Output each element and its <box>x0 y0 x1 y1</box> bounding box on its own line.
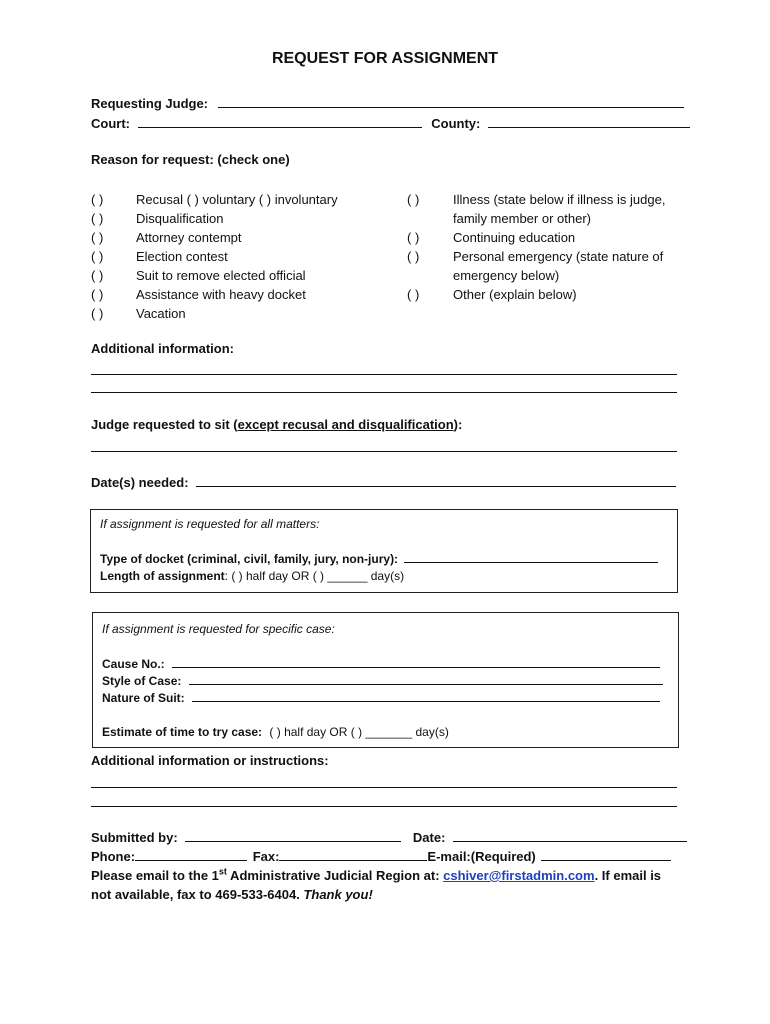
reason-item <box>407 209 665 228</box>
cause-no-row <box>102 655 660 672</box>
footer-line1-prefix: Please email to the 1 <box>91 868 219 883</box>
reason-checkbox[interactable]: ( ) <box>91 230 104 245</box>
footer-line-1 <box>91 868 661 884</box>
specific-case-heading: If assignment is requested for specific case: <box>102 622 335 636</box>
email-label: E-mail:(Required) <box>427 849 536 864</box>
contact-row <box>91 848 671 865</box>
length-row <box>100 568 404 584</box>
nature-label: Nature of Suit: <box>102 691 185 705</box>
reason-item <box>407 285 665 304</box>
fax-field[interactable] <box>279 848 427 861</box>
requesting-judge-label: Requesting Judge: <box>91 96 209 111</box>
reason-item <box>407 266 665 285</box>
submitted-row <box>91 829 687 846</box>
reason-label: Disqualification <box>136 211 224 226</box>
reason-checkbox[interactable]: ( ) <box>91 211 104 226</box>
cause-no-label: Cause No.: <box>102 657 165 671</box>
reason-heading: Reason for request: (check one) <box>91 152 290 167</box>
reason-label: Election contest <box>136 249 228 264</box>
reason-checkbox[interactable]: ( ) <box>91 306 104 321</box>
judge-sit-exception: except recusal and disqualification <box>237 417 454 432</box>
reason-checkbox[interactable]: ( ) <box>407 287 420 302</box>
reason-checkbox[interactable]: ( ) <box>407 249 420 264</box>
submitted-by-label: Submitted by: <box>91 830 178 845</box>
reason-label: Suit to remove elected official <box>136 268 306 283</box>
reason-label-continued: emergency below) <box>453 268 560 283</box>
reason-checkbox[interactable]: ( ) <box>91 287 104 302</box>
additional-instructions-line-2[interactable] <box>91 806 677 807</box>
reason-checkbox[interactable]: ( ) <box>91 249 104 264</box>
reasons-right-list <box>407 190 665 304</box>
reason-checkbox[interactable]: ( ) <box>407 230 420 245</box>
additional-instructions-line-1[interactable] <box>91 787 677 788</box>
additional-info-label: Additional information: <box>91 341 234 356</box>
reason-checkbox[interactable]: ( ) <box>407 192 420 207</box>
reason-label: Assistance with heavy docket <box>136 287 306 302</box>
estimate-label: Estimate of time to try case: <box>102 725 263 739</box>
length-options[interactable]: : ( ) half day OR ( ) ______ day(s) <box>224 569 405 583</box>
submitted-by-field[interactable] <box>185 829 401 842</box>
docket-type-label: Type of docket (criminal, civil, family, jury, non-jury): <box>100 552 399 566</box>
nature-row <box>102 689 660 706</box>
dates-needed-field[interactable] <box>196 474 676 487</box>
court-county-row <box>91 115 690 132</box>
reason-label: Personal emergency (state nature of <box>453 249 664 264</box>
reason-label-continued: family member or other) <box>453 211 591 226</box>
reason-item <box>407 190 665 209</box>
estimate-row <box>102 724 449 740</box>
all-matters-heading: If assignment is requested for all matters: <box>100 517 320 531</box>
reason-item <box>91 285 338 304</box>
reason-item <box>407 247 665 266</box>
reason-item <box>91 228 338 247</box>
nature-field[interactable] <box>192 689 660 702</box>
judge-sit-label <box>91 417 462 433</box>
footer-line1-mid: Administrative Judicial Region at: <box>226 868 444 883</box>
footer-line2-prefix: not available, fax to 469-533-6404. <box>91 887 304 902</box>
docket-type-field[interactable] <box>404 550 658 563</box>
style-field[interactable] <box>189 672 663 685</box>
footer-email-link[interactable]: cshiver@firstadmin.com <box>443 868 595 883</box>
footer-thank-you: Thank you! <box>303 887 373 902</box>
judge-sit-prefix: Judge requested to sit ( <box>91 417 238 432</box>
reason-label: Recusal ( ) voluntary ( ) involuntary <box>136 192 338 207</box>
phone-field[interactable] <box>135 848 247 861</box>
footer-line1-suffix: . If email is <box>594 868 662 883</box>
reasons-left-list <box>91 190 338 323</box>
cause-no-field[interactable] <box>172 655 660 668</box>
length-label: Length of assignment <box>100 569 225 583</box>
county-field[interactable] <box>488 115 690 128</box>
court-field[interactable] <box>138 115 422 128</box>
style-label: Style of Case: <box>102 674 182 688</box>
reason-label: Continuing education <box>453 230 576 245</box>
reason-label: Other (explain below) <box>453 287 577 302</box>
email-field[interactable] <box>541 848 671 861</box>
additional-info-line-2[interactable] <box>91 392 677 393</box>
judge-sit-suffix: ): <box>453 417 463 432</box>
footer-line-2 <box>91 887 373 903</box>
additional-instructions-label: Additional information or instructions: <box>91 753 329 768</box>
reason-checkbox[interactable]: ( ) <box>91 192 104 207</box>
date-label: Date: <box>412 830 446 845</box>
reason-item <box>91 209 338 228</box>
requesting-judge-field[interactable] <box>218 95 684 108</box>
reason-item <box>91 190 338 209</box>
fax-label: Fax: <box>252 849 280 864</box>
reason-item <box>91 266 338 285</box>
reason-label: Illness (state below if illness is judge, <box>453 192 666 207</box>
dates-needed-row <box>91 474 676 491</box>
reason-item <box>91 304 338 323</box>
dates-needed-label: Date(s) needed: <box>91 475 189 490</box>
reason-label: Attorney contempt <box>136 230 242 245</box>
reason-item <box>91 247 338 266</box>
page-title: REQUEST FOR ASSIGNMENT <box>271 50 499 67</box>
estimate-options[interactable]: ( ) half day OR ( ) _______ day(s) <box>269 725 449 739</box>
docket-type-row <box>100 550 658 567</box>
date-field[interactable] <box>453 829 687 842</box>
style-row <box>102 672 663 689</box>
reason-checkbox[interactable]: ( ) <box>91 268 104 283</box>
court-label: Court: <box>91 116 130 131</box>
requesting-judge-row <box>91 95 684 112</box>
county-label: County: <box>431 116 481 131</box>
phone-label: Phone: <box>91 849 136 864</box>
judge-sit-line[interactable] <box>91 451 677 452</box>
additional-info-line-1[interactable] <box>91 374 677 375</box>
reason-item <box>407 228 665 247</box>
footer-superscript: st <box>218 866 227 877</box>
reason-label: Vacation <box>136 306 186 321</box>
